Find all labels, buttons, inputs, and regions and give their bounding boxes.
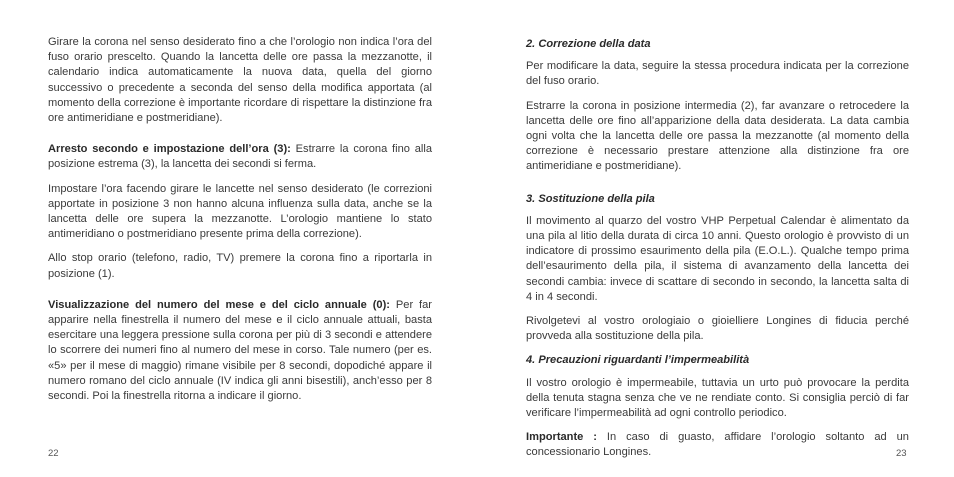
paragraph-set-time: Impostare l’ora facendo girare le lancette nel senso desiderato (le correzioni apportate in posizione 3 non hanno alcuna influenza sulla data, anche se la lancetta delle ore supera la mezzanotte. L’orologio mantiene lo stato antimeridiano o postmeridiano presente prima della correzione). xyxy=(48,182,432,241)
left-page xyxy=(48,0,432,477)
paragraph-date-correction-intro: Per modificare la data, seguire la stessa procedura indicata per la correzione del fuso orario. xyxy=(526,60,909,88)
text-month-cycle: Per far apparire nella finestrella il numero del mese e il ciclo annuale attuali, basta esercitare una leggera pressione sulla corona per più di 3 secondi e attendere lo scorrere dei numeri fino al numero del mese in corso. Tale numero (per es. «5» per il mese di maggio) rimane visibile per 8 secondi, dopodiché appare il numero romano del ciclo annuale (IV indica gli anni bisestili), anch’esso per 8 secondi. Poi la finestrella ritorna a indicare il giorno. xyxy=(48,298,432,403)
paragraph-battery: Il movimento al quarzo del vostro VHP Perpetual Calendar è alimentato da una pila al litio della durata di circa 10 anni. Questo orologio è provvisto di un indicatore di prossimo esaurimento della pila (E.O.L.). Qualche tempo prima dell’esaurimento della pila, il sistema di avanzamento della lancetta dei secondi cambia: invece di scattare di secondo in secondo, la lancetta salta di 4 in 4 secondi. xyxy=(526,214,909,303)
paragraph-date-correction: Estrarre la corona in posizione intermedia (2), far avanzare o retrocedere la lancetta delle ore fino all’apparizione della data desiderata. La data cambia ogni volta che la lancetta delle ore passa la mezzanotte (al momento della correzione è necessario prestare attenzione alla distinzione fra ore antimeridiane e postmeridiane). xyxy=(526,99,909,173)
paragraph-timezone: Girare la corona nel senso desiderato fino a che l’orologio non indica l’ora del fuso orario prescelto. Quando la lancetta delle ore passa la mezzanotte, il calendario indica automaticamente la nuova data, quella del giorno successivo o precedente a seconda del senso della modifica apportata (al momento della correzione è importante ricordare di rispettare la distinzione fra ore antimeridiane e postmeridiane). xyxy=(48,36,432,125)
page-number-right: 23 xyxy=(896,448,907,459)
paragraph-month-cycle xyxy=(48,298,432,404)
section-heading-water-resistance: 4. Precauzioni riguardanti l’impermeabilità xyxy=(526,354,750,367)
text-stop-seconds: Estrarre la corona fino alla posizione estrema (3), la lancetta dei secondi si ferma. xyxy=(48,143,433,171)
heading-month-cycle: Visualizzazione del numero del mese e del ciclo annuale (0): xyxy=(48,298,390,311)
paragraph-water-resistance: Il vostro orologio è impermeabile, tuttavia un urto può provocare la perdita della tenuta stagna senza che ve ne rendiate conto. Si consiglia perciò di far verificare l’impermeabilità ad ogni controllo periodico. xyxy=(526,376,909,420)
paragraph-stop-seconds xyxy=(48,142,432,172)
paragraph-important xyxy=(526,430,909,460)
paragraph-battery-service: Rivolgetevi al vostro orologiaio o gioielliere Longines di fiducia perché provveda alla sostituzione della pila. xyxy=(526,315,909,343)
section-heading-battery: 3. Sostituzione della pila xyxy=(526,192,655,205)
right-page xyxy=(526,0,909,477)
right-column xyxy=(526,35,909,470)
page-number-left: 22 xyxy=(48,448,59,459)
paragraph-time-stop: Allo stop orario (telefono, radio, TV) premere la corona fino a riportarla in posizione (1). xyxy=(48,252,432,280)
heading-stop-seconds: Arresto secondo e impostazione dell’ora (3): xyxy=(48,143,291,156)
section-heading-date-correction: 2. Correzione della data xyxy=(526,38,651,50)
left-column xyxy=(48,35,432,413)
text-important: In caso di guasto, affidare l’orologio soltanto ad un concessionario Longines. xyxy=(526,431,909,459)
label-important: Importante : xyxy=(526,431,597,444)
